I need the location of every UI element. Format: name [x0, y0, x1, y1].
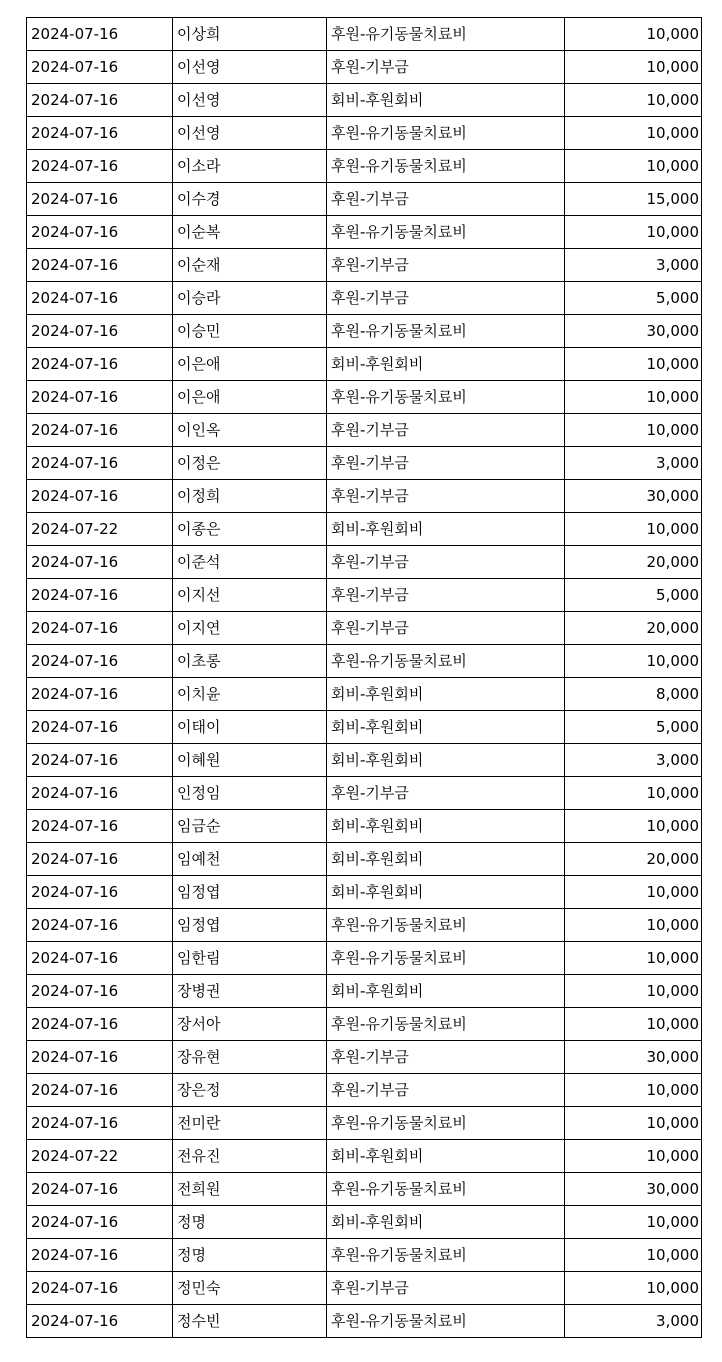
date-cell: 2024-07-16: [27, 645, 173, 678]
date-cell: 2024-07-16: [27, 183, 173, 216]
name-cell: 이선영: [173, 51, 327, 84]
name-cell: 임한림: [173, 942, 327, 975]
amount-cell: 10,000: [565, 1272, 702, 1305]
date-cell: 2024-07-16: [27, 1107, 173, 1140]
amount-cell: 3,000: [565, 249, 702, 282]
amount-cell: 10,000: [565, 1140, 702, 1173]
name-cell: 정명: [173, 1206, 327, 1239]
category-cell: 회비-후원회비: [327, 843, 565, 876]
category-cell: 후원-유기동물치료비: [327, 216, 565, 249]
name-cell: 이지연: [173, 612, 327, 645]
category-cell: 회비-후원회비: [327, 348, 565, 381]
date-cell: 2024-07-16: [27, 843, 173, 876]
amount-cell: 10,000: [565, 1107, 702, 1140]
table-row: [27, 876, 702, 909]
table-row: [27, 909, 702, 942]
name-cell: 이준석: [173, 546, 327, 579]
category-cell: 후원-기부금: [327, 579, 565, 612]
category-cell: 후원-유기동물치료비: [327, 1173, 565, 1206]
amount-cell: 8,000: [565, 678, 702, 711]
date-cell: 2024-07-16: [27, 1074, 173, 1107]
amount-cell: 10,000: [565, 777, 702, 810]
name-cell: 이초롱: [173, 645, 327, 678]
table-row: [27, 348, 702, 381]
name-cell: 전유진: [173, 1140, 327, 1173]
date-cell: 2024-07-16: [27, 480, 173, 513]
category-cell: 후원-기부금: [327, 777, 565, 810]
date-cell: 2024-07-16: [27, 84, 173, 117]
category-cell: 후원-유기동물치료비: [327, 1239, 565, 1272]
category-cell: 후원-유기동물치료비: [327, 117, 565, 150]
category-cell: 후원-기부금: [327, 414, 565, 447]
table-row: [27, 1305, 702, 1338]
date-cell: 2024-07-16: [27, 876, 173, 909]
name-cell: 이정희: [173, 480, 327, 513]
date-cell: 2024-07-16: [27, 777, 173, 810]
amount-cell: 10,000: [565, 84, 702, 117]
category-cell: 후원-유기동물치료비: [327, 1107, 565, 1140]
amount-cell: 10,000: [565, 18, 702, 51]
amount-cell: 10,000: [565, 876, 702, 909]
name-cell: 임예천: [173, 843, 327, 876]
table-row: [27, 150, 702, 183]
table-row: [27, 480, 702, 513]
table-row: [27, 414, 702, 447]
amount-cell: 10,000: [565, 810, 702, 843]
table-row: [27, 1041, 702, 1074]
category-cell: 후원-기부금: [327, 480, 565, 513]
category-cell: 후원-기부금: [327, 1041, 565, 1074]
date-cell: 2024-07-16: [27, 546, 173, 579]
table-row: [27, 1239, 702, 1272]
table-row: [27, 1008, 702, 1041]
category-cell: 회비-후원회비: [327, 744, 565, 777]
amount-cell: 5,000: [565, 711, 702, 744]
table-row: [27, 282, 702, 315]
category-cell: 후원-기부금: [327, 282, 565, 315]
category-cell: 후원-유기동물치료비: [327, 381, 565, 414]
table-row: [27, 381, 702, 414]
category-cell: 회비-후원회비: [327, 1206, 565, 1239]
amount-cell: 10,000: [565, 909, 702, 942]
amount-cell: 10,000: [565, 1008, 702, 1041]
category-cell: 후원-유기동물치료비: [327, 909, 565, 942]
amount-cell: 3,000: [565, 447, 702, 480]
category-cell: 후원-기부금: [327, 183, 565, 216]
date-cell: 2024-07-16: [27, 282, 173, 315]
amount-cell: 10,000: [565, 414, 702, 447]
category-cell: 후원-유기동물치료비: [327, 1008, 565, 1041]
date-cell: 2024-07-16: [27, 18, 173, 51]
category-cell: 후원-유기동물치료비: [327, 645, 565, 678]
category-cell: 후원-기부금: [327, 249, 565, 282]
category-cell: 후원-기부금: [327, 546, 565, 579]
category-cell: 후원-유기동물치료비: [327, 942, 565, 975]
name-cell: 임정엽: [173, 876, 327, 909]
name-cell: 정명: [173, 1239, 327, 1272]
date-cell: 2024-07-16: [27, 810, 173, 843]
date-cell: 2024-07-16: [27, 942, 173, 975]
date-cell: 2024-07-16: [27, 579, 173, 612]
category-cell: 회비-후원회비: [327, 513, 565, 546]
name-cell: 이수경: [173, 183, 327, 216]
amount-cell: 10,000: [565, 645, 702, 678]
amount-cell: 10,000: [565, 150, 702, 183]
table-row: [27, 1140, 702, 1173]
name-cell: 이태이: [173, 711, 327, 744]
table-row: [27, 1206, 702, 1239]
category-cell: 회비-후원회비: [327, 84, 565, 117]
table-row: [27, 777, 702, 810]
table-row: [27, 513, 702, 546]
table-row: [27, 18, 702, 51]
amount-cell: 30,000: [565, 480, 702, 513]
amount-cell: 10,000: [565, 942, 702, 975]
date-cell: 2024-07-16: [27, 1206, 173, 1239]
category-cell: 후원-기부금: [327, 51, 565, 84]
table-row: [27, 843, 702, 876]
category-cell: 후원-기부금: [327, 612, 565, 645]
table-row: [27, 447, 702, 480]
amount-cell: 10,000: [565, 1074, 702, 1107]
table-row: [27, 810, 702, 843]
date-cell: 2024-07-16: [27, 1305, 173, 1338]
date-cell: 2024-07-16: [27, 1008, 173, 1041]
donation-table: [26, 17, 702, 1338]
amount-cell: 10,000: [565, 348, 702, 381]
date-cell: 2024-07-16: [27, 414, 173, 447]
date-cell: 2024-07-16: [27, 1272, 173, 1305]
amount-cell: 10,000: [565, 216, 702, 249]
name-cell: 이승라: [173, 282, 327, 315]
category-cell: 후원-유기동물치료비: [327, 18, 565, 51]
name-cell: 정민숙: [173, 1272, 327, 1305]
amount-cell: 5,000: [565, 282, 702, 315]
table-row: [27, 51, 702, 84]
category-cell: 후원-유기동물치료비: [327, 1305, 565, 1338]
date-cell: 2024-07-16: [27, 1041, 173, 1074]
category-cell: 회비-후원회비: [327, 876, 565, 909]
table-row: [27, 216, 702, 249]
table-row: [27, 1107, 702, 1140]
category-cell: 후원-기부금: [327, 1074, 565, 1107]
category-cell: 회비-후원회비: [327, 711, 565, 744]
date-cell: 2024-07-16: [27, 381, 173, 414]
category-cell: 회비-후원회비: [327, 1140, 565, 1173]
name-cell: 이은애: [173, 348, 327, 381]
amount-cell: 30,000: [565, 315, 702, 348]
table-row: [27, 744, 702, 777]
table-row: [27, 645, 702, 678]
date-cell: 2024-07-16: [27, 711, 173, 744]
date-cell: 2024-07-16: [27, 117, 173, 150]
date-cell: 2024-07-16: [27, 216, 173, 249]
name-cell: 이승민: [173, 315, 327, 348]
name-cell: 전미란: [173, 1107, 327, 1140]
name-cell: 이지선: [173, 579, 327, 612]
amount-cell: 10,000: [565, 975, 702, 1008]
date-cell: 2024-07-22: [27, 513, 173, 546]
name-cell: 장병권: [173, 975, 327, 1008]
name-cell: 장서아: [173, 1008, 327, 1041]
amount-cell: 30,000: [565, 1041, 702, 1074]
table-row: [27, 1074, 702, 1107]
name-cell: 장유현: [173, 1041, 327, 1074]
category-cell: 후원-기부금: [327, 1272, 565, 1305]
name-cell: 이선영: [173, 117, 327, 150]
date-cell: 2024-07-16: [27, 348, 173, 381]
amount-cell: 20,000: [565, 546, 702, 579]
category-cell: 회비-후원회비: [327, 810, 565, 843]
name-cell: 장은정: [173, 1074, 327, 1107]
date-cell: 2024-07-16: [27, 744, 173, 777]
amount-cell: 5,000: [565, 579, 702, 612]
name-cell: 이선영: [173, 84, 327, 117]
name-cell: 이순복: [173, 216, 327, 249]
amount-cell: 10,000: [565, 381, 702, 414]
category-cell: 회비-후원회비: [327, 678, 565, 711]
donation-table-body: [27, 18, 702, 1338]
table-row: [27, 1173, 702, 1206]
category-cell: 후원-기부금: [327, 447, 565, 480]
name-cell: 이치윤: [173, 678, 327, 711]
name-cell: 인정임: [173, 777, 327, 810]
amount-cell: 10,000: [565, 513, 702, 546]
date-cell: 2024-07-16: [27, 975, 173, 1008]
amount-cell: 3,000: [565, 1305, 702, 1338]
date-cell: 2024-07-16: [27, 1239, 173, 1272]
table-row: [27, 117, 702, 150]
name-cell: 전희원: [173, 1173, 327, 1206]
amount-cell: 10,000: [565, 1239, 702, 1272]
name-cell: 이혜원: [173, 744, 327, 777]
date-cell: 2024-07-16: [27, 447, 173, 480]
name-cell: 임정엽: [173, 909, 327, 942]
name-cell: 이순재: [173, 249, 327, 282]
date-cell: 2024-07-16: [27, 249, 173, 282]
name-cell: 임금순: [173, 810, 327, 843]
date-cell: 2024-07-16: [27, 612, 173, 645]
amount-cell: 15,000: [565, 183, 702, 216]
amount-cell: 30,000: [565, 1173, 702, 1206]
table-row: [27, 678, 702, 711]
table-row: [27, 579, 702, 612]
amount-cell: 20,000: [565, 612, 702, 645]
table-row: [27, 975, 702, 1008]
table-row: [27, 249, 702, 282]
name-cell: 이정은: [173, 447, 327, 480]
table-row: [27, 315, 702, 348]
date-cell: 2024-07-16: [27, 1173, 173, 1206]
name-cell: 정수빈: [173, 1305, 327, 1338]
name-cell: 이상희: [173, 18, 327, 51]
table-row: [27, 942, 702, 975]
category-cell: 후원-유기동물치료비: [327, 150, 565, 183]
name-cell: 이인옥: [173, 414, 327, 447]
name-cell: 이은애: [173, 381, 327, 414]
date-cell: 2024-07-16: [27, 678, 173, 711]
date-cell: 2024-07-22: [27, 1140, 173, 1173]
category-cell: 후원-유기동물치료비: [327, 315, 565, 348]
amount-cell: 10,000: [565, 1206, 702, 1239]
name-cell: 이소라: [173, 150, 327, 183]
table-row: [27, 546, 702, 579]
amount-cell: 10,000: [565, 51, 702, 84]
name-cell: 이종은: [173, 513, 327, 546]
category-cell: 회비-후원회비: [327, 975, 565, 1008]
amount-cell: 3,000: [565, 744, 702, 777]
date-cell: 2024-07-16: [27, 315, 173, 348]
table-row: [27, 711, 702, 744]
amount-cell: 20,000: [565, 843, 702, 876]
table-row: [27, 612, 702, 645]
table-row: [27, 84, 702, 117]
date-cell: 2024-07-16: [27, 909, 173, 942]
date-cell: 2024-07-16: [27, 150, 173, 183]
table-row: [27, 1272, 702, 1305]
date-cell: 2024-07-16: [27, 51, 173, 84]
amount-cell: 10,000: [565, 117, 702, 150]
table-row: [27, 183, 702, 216]
